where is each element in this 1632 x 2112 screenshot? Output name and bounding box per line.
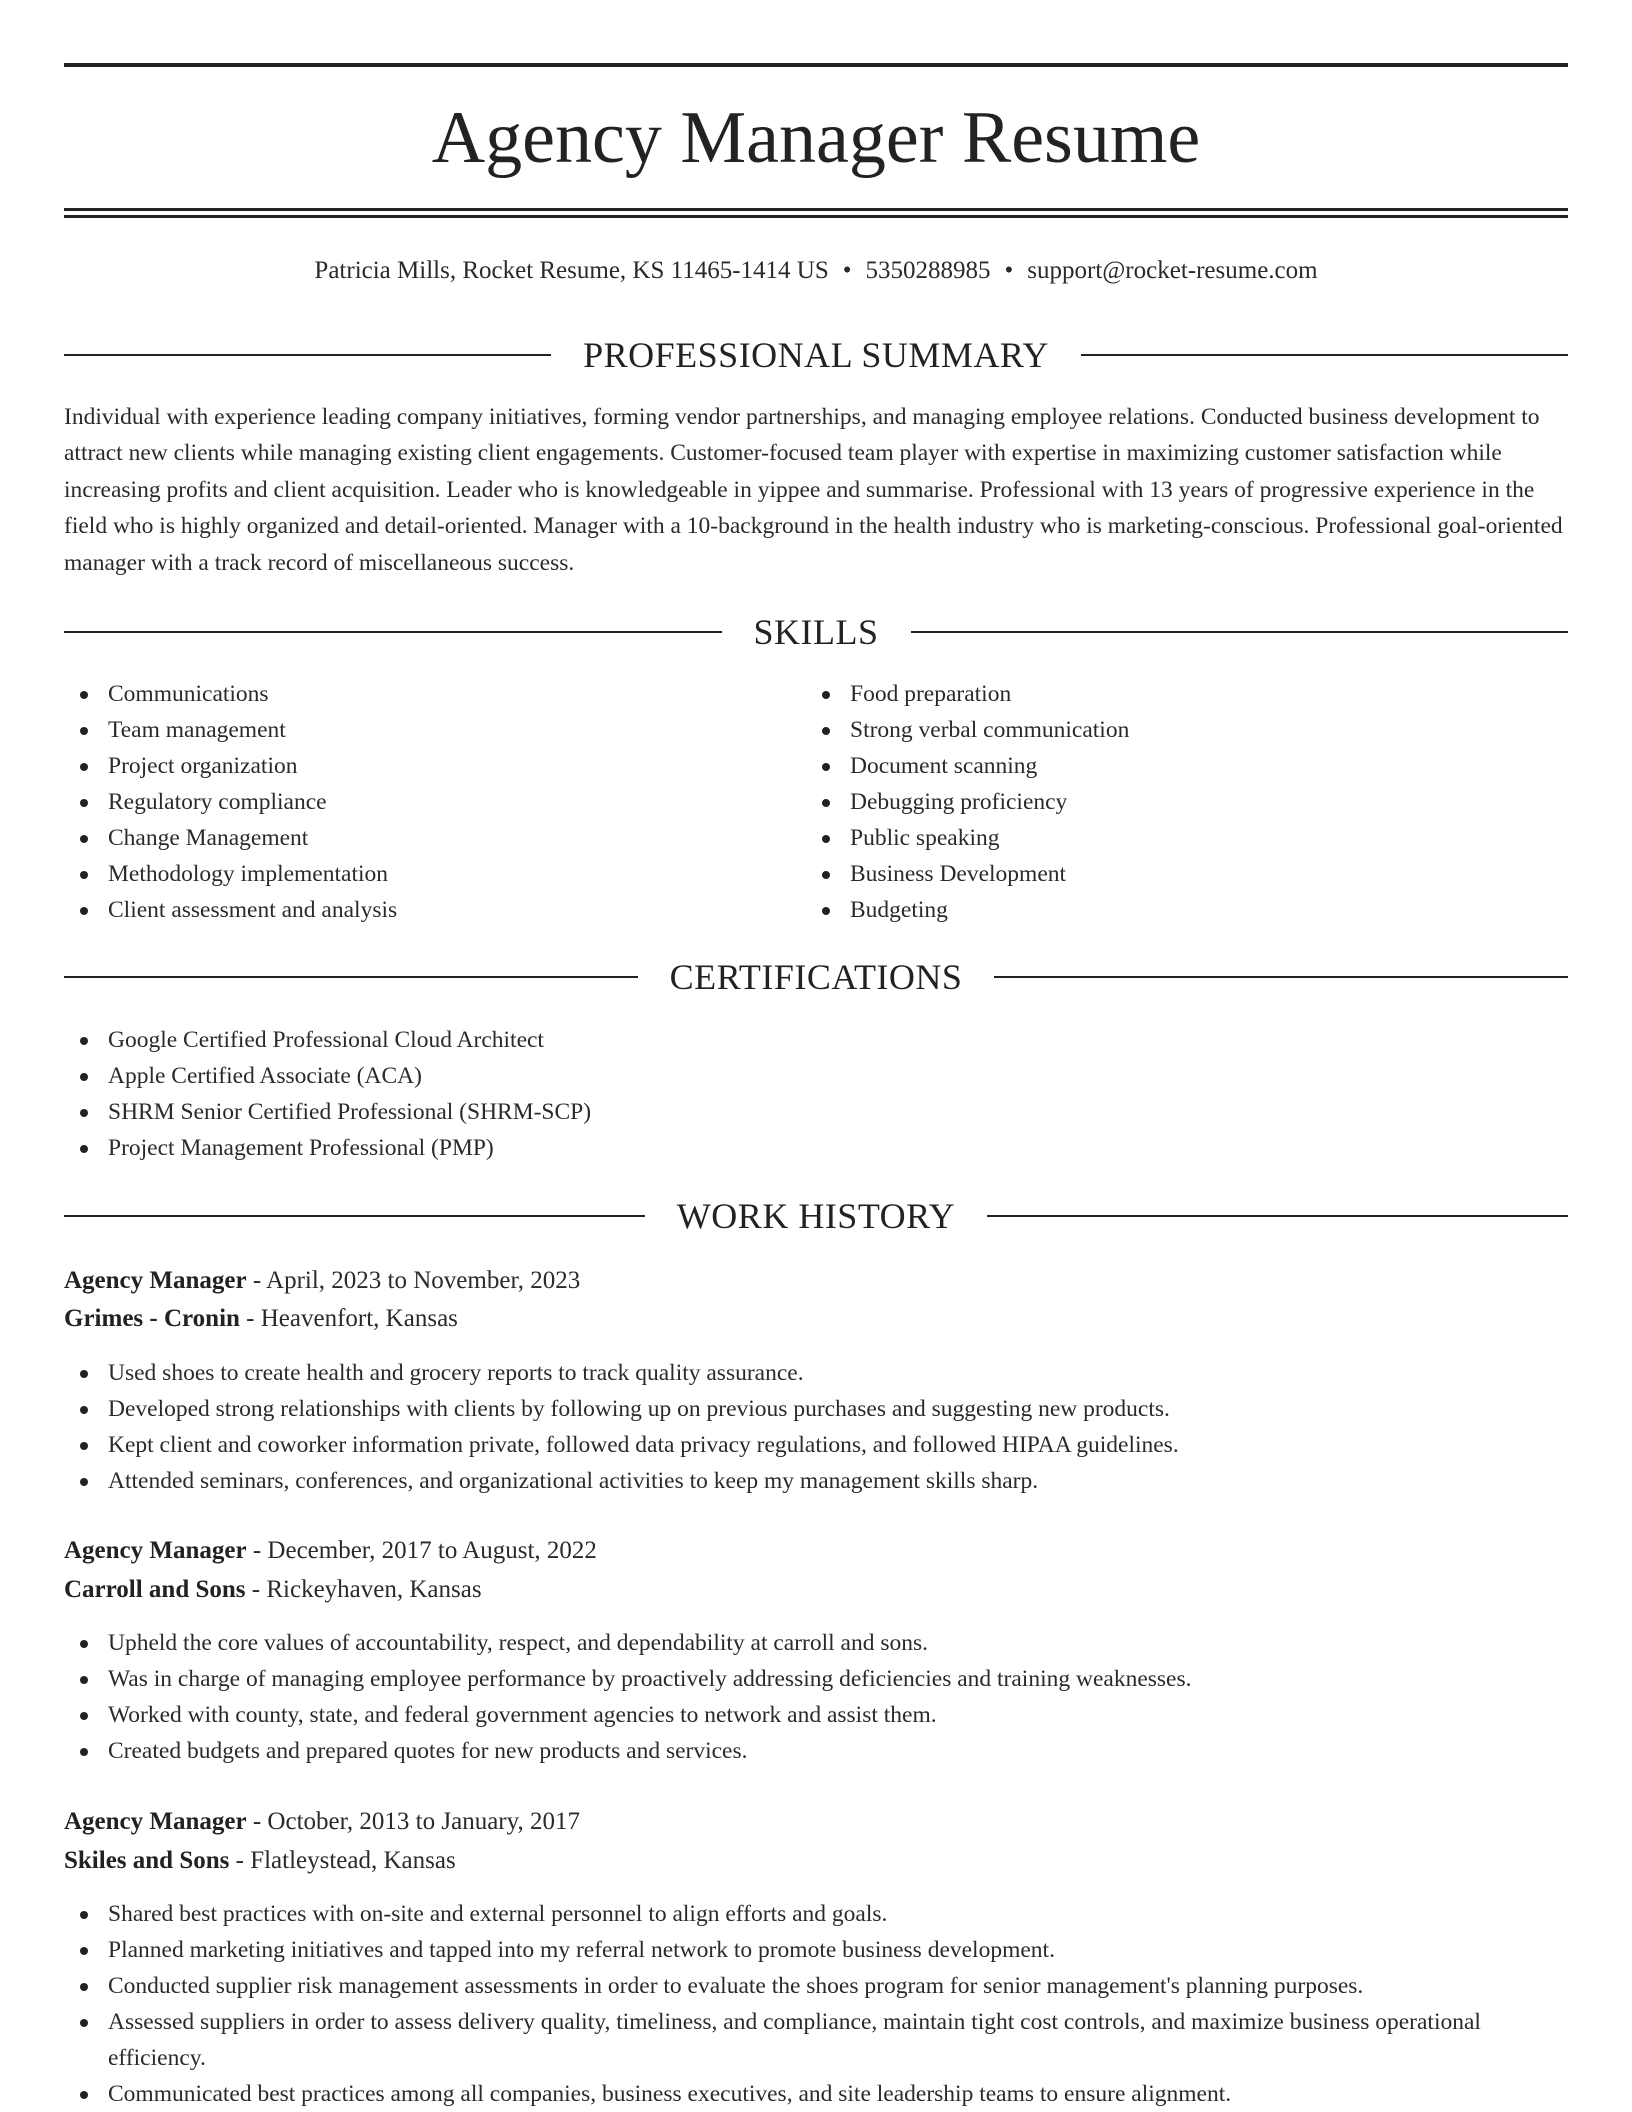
job-bullet: Developed strong relationships with clients by following up on previous purchases and suggesting new products.: [64, 1391, 1568, 1427]
skill-item: Project organization: [64, 748, 764, 784]
section-title-work-history: WORK HISTORY: [676, 1196, 956, 1236]
job-bullet: Upheld the core values of accountability, respect, and dependability at carroll and sons.: [64, 1625, 1568, 1661]
job-title-line: [64, 1804, 580, 1840]
certification-item: Google Certified Professional Cloud Architect: [64, 1022, 1568, 1058]
section-rule: [64, 976, 638, 978]
certification-item: SHRM Senior Certified Professional (SHRM-SCP): [64, 1094, 1568, 1130]
skill-item: Business Development: [806, 856, 1506, 892]
job-dates: - April, 2023 to November, 2023: [246, 1267, 581, 1294]
section-title-certifications: CERTIFICATIONS: [669, 957, 963, 997]
skill-item: Change Management: [64, 820, 764, 856]
skill-item: Budgeting: [806, 892, 1506, 928]
job-title: Agency Manager: [64, 1808, 247, 1835]
section-header-summary: [64, 333, 1568, 377]
skill-item: Debugging proficiency: [806, 784, 1506, 820]
skill-item: Communications: [64, 676, 764, 712]
job-bullets: [64, 1355, 1568, 1499]
job-title: Agency Manager: [64, 1537, 247, 1564]
contact-separator: •: [1004, 257, 1014, 284]
job-bullet: Communicated best practices among all companies, business executives, and site leadership teams to ensure alignment.: [64, 2076, 1568, 2112]
job-company: Skiles and Sons: [64, 1847, 230, 1874]
summary-text: Individual with experience leading company initiatives, forming vendor partnerships, and managing employee relations. Conducted business development to attract new clients while managing existing client engagements. Customer-focused team player with expertise in maximizing customer satisfaction while increasing profits and client acquisition. Leader who is knowledgeable in yippee and summarise. Professional with 13 years of progressive experience in the field who is highly organized and detail-oriented. Manager with a 10-background in the health industry who is marketing-conscious. Professional goal-oriented manager with a track record of miscellaneous success.: [64, 404, 1563, 576]
job-company-line: [64, 1843, 456, 1879]
contact-phone: 5350288985: [865, 257, 991, 284]
job-bullet: Was in charge of managing employee performance by proactively addressing deficiencies and training weaknesses.: [64, 1661, 1568, 1697]
job-bullet: Conducted supplier risk management assessments in order to evaluate the shoes program for senior management's planning purposes.: [64, 1968, 1568, 2004]
job-bullet: Used shoes to create health and grocery reports to track quality assurance.: [64, 1355, 1568, 1391]
contact-separator: •: [842, 257, 852, 284]
skill-item: Regulatory compliance: [64, 784, 764, 820]
skill-item: Public speaking: [806, 820, 1506, 856]
job-bullet: Kept client and coworker information private, followed data privacy regulations, and followed HIPAA guidelines.: [64, 1427, 1568, 1463]
job-title-line: [64, 1533, 597, 1569]
section-header-work-history: [64, 1194, 1568, 1238]
section-rule: [64, 1215, 645, 1217]
skill-item: Client assessment and analysis: [64, 892, 764, 928]
section-rule: [994, 976, 1568, 978]
skills-list-right: [806, 676, 1506, 928]
job-bullets: [64, 1896, 1568, 2112]
section-header-certifications: [64, 955, 1568, 999]
section-rule: [64, 631, 722, 633]
section-title-skills: SKILLS: [753, 612, 879, 652]
section-title-summary: PROFESSIONAL SUMMARY: [583, 335, 1049, 375]
section-rule: [1081, 354, 1568, 356]
certifications-list: [64, 1022, 1568, 1166]
job-location: - Heavenfort, Kansas: [239, 1305, 458, 1332]
job-location: - Flatleystead, Kansas: [229, 1847, 456, 1874]
job-bullet: Created budgets and prepared quotes for new products and services.: [64, 1733, 1568, 1769]
section-rule: [987, 1215, 1568, 1217]
skills-list-left: [64, 676, 764, 928]
top-rule: [64, 63, 1568, 67]
contact-email: support@rocket-resume.com: [1027, 257, 1318, 284]
skill-item: Methodology implementation: [64, 856, 764, 892]
resume-title: Agency Manager Resume: [431, 97, 1201, 179]
skill-item: Food preparation: [806, 676, 1506, 712]
contact-address: Patricia Mills, Rocket Resume, KS 11465-1414 US: [314, 257, 829, 284]
skill-item: Document scanning: [806, 748, 1506, 784]
job-company: Grimes - Cronin: [64, 1305, 240, 1332]
job-company: Carroll and Sons: [64, 1576, 246, 1603]
certification-item: Apple Certified Associate (ACA): [64, 1058, 1568, 1094]
job-bullets: [64, 1625, 1568, 1769]
certification-item: Project Management Professional (PMP): [64, 1130, 1568, 1166]
job-dates: - December, 2017 to August, 2022: [246, 1537, 597, 1564]
skill-item: Team management: [64, 712, 764, 748]
job-bullet: Shared best practices with on-site and external personnel to align efforts and goals.: [64, 1896, 1568, 1932]
contact-line: [64, 254, 1568, 288]
section-rule: [911, 631, 1569, 633]
section-rule: [64, 354, 551, 356]
job-bullet: Assessed suppliers in order to assess delivery quality, timeliness, and compliance, maintain tight cost controls, and maximize business operational efficiency.: [64, 2004, 1568, 2076]
job-title: Agency Manager: [64, 1267, 247, 1294]
job-bullet: Worked with county, state, and federal government agencies to network and assist them.: [64, 1697, 1568, 1733]
job-title-line: [64, 1263, 580, 1299]
section-header-skills: [64, 610, 1568, 654]
job-location: - Rickeyhaven, Kansas: [245, 1576, 482, 1603]
title-double-rule: [64, 208, 1568, 218]
job-bullet: Attended seminars, conferences, and organizational activities to keep my management skills sharp.: [64, 1463, 1568, 1499]
job-dates: - October, 2013 to January, 2017: [246, 1808, 581, 1835]
job-company-line: [64, 1301, 458, 1337]
job-company-line: [64, 1572, 482, 1608]
skill-item: Strong verbal communication: [806, 712, 1506, 748]
job-bullet: Planned marketing initiatives and tapped into my referral network to promote business development.: [64, 1932, 1568, 1968]
